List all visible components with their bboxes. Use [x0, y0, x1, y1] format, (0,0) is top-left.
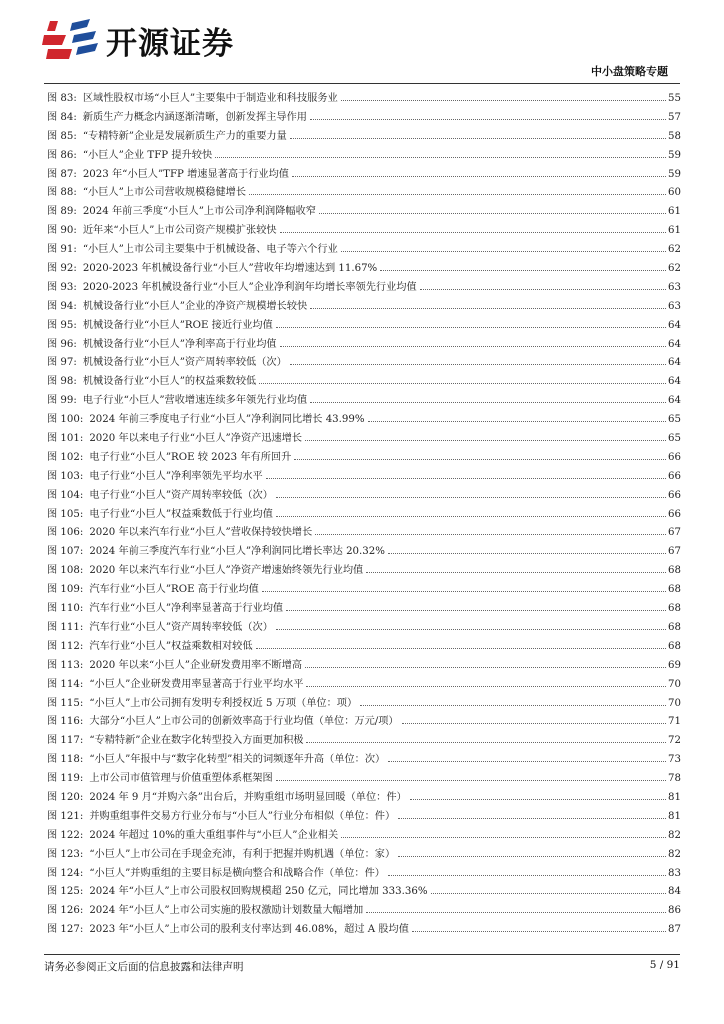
toc-figure-number: 图 108: [47, 565, 84, 577]
toc-entry[interactable] [47, 429, 681, 448]
toc-figure-title: 机械设备行业“小巨人”ROE 接近行业均值 [82, 319, 273, 331]
toc-entry[interactable] [47, 146, 681, 165]
toc-figure-number: 图 107: [47, 546, 84, 558]
toc-page-number: 62 [668, 244, 681, 256]
toc-entry[interactable] [47, 486, 681, 505]
toc-page-number: 68 [668, 584, 681, 596]
toc-entry[interactable] [47, 637, 681, 656]
toc-entry[interactable] [47, 183, 681, 202]
toc-figure-number: 图 116: [47, 716, 84, 728]
toc-figure-number: 图 86: [47, 149, 77, 161]
toc-figure-title: “专精特新”企业是发展新质生产力的重要力量 [82, 130, 287, 142]
report-series-title: 中小盘策略专题 [591, 65, 668, 78]
toc-entry[interactable] [47, 372, 681, 391]
figure-index-list [47, 89, 681, 939]
toc-figure-number: 图 120: [47, 791, 84, 803]
footer-disclaimer: 请务必参阅正文后面的信息披露和法律声明 [44, 961, 244, 973]
toc-figure-number: 图 87: [47, 168, 77, 180]
brand-logo [42, 16, 234, 64]
toc-entry[interactable] [47, 694, 681, 713]
toc-page-number: 67 [668, 527, 681, 539]
toc-figure-title: 2024 年超过 10%的重大重组事件与“小巨人”企业相关 [89, 829, 339, 841]
toc-figure-number: 图 112: [47, 640, 84, 652]
toc-figure-number: 图 90: [47, 225, 77, 237]
toc-leader-dots [402, 723, 666, 724]
toc-figure-number: 图 89: [47, 206, 77, 218]
toc-page-number: 59 [668, 168, 681, 180]
toc-figure-number: 图 110: [47, 603, 84, 615]
toc-figure-number: 图 96: [47, 338, 77, 350]
toc-entry[interactable] [47, 127, 681, 146]
toc-leader-dots [276, 497, 666, 498]
toc-leader-dots [388, 553, 666, 554]
toc-page-number: 70 [668, 678, 681, 690]
toc-figure-title: 2024 年“小巨人”上市公司股权回购规模超 250 亿元，同比增加 333.36% [89, 886, 428, 898]
toc-figure-title: 汽车行业“小巨人”净利率显著高于行业均值 [89, 603, 284, 615]
toc-figure-number: 图 114: [47, 678, 84, 690]
toc-leader-dots [341, 251, 666, 252]
toc-figure-number: 图 119: [47, 773, 84, 785]
toc-page-number: 65 [668, 414, 681, 426]
toc-entry[interactable] [47, 523, 681, 542]
toc-leader-dots [388, 761, 666, 762]
toc-entry[interactable] [47, 901, 681, 920]
toc-page-number: 68 [668, 621, 681, 633]
toc-entry[interactable] [47, 259, 681, 278]
toc-entry[interactable] [47, 580, 681, 599]
toc-figure-title: 机械设备行业“小巨人”的权益乘数较低 [82, 376, 257, 388]
toc-figure-title: 近年来“小巨人”上市公司资产规模扩张较快 [82, 225, 277, 237]
toc-page-number: 78 [668, 773, 681, 785]
toc-entry[interactable] [47, 712, 681, 731]
page-number: 5 / 91 [649, 959, 680, 971]
toc-figure-title: 2020 年以来汽车行业“小巨人”净资产增速始终领先行业均值 [89, 565, 364, 577]
toc-entry[interactable] [47, 221, 681, 240]
toc-entry[interactable] [47, 656, 681, 675]
toc-entry[interactable] [47, 410, 681, 429]
toc-page-number: 65 [668, 433, 681, 445]
toc-page-number: 60 [668, 187, 681, 199]
toc-entry[interactable] [47, 448, 681, 467]
toc-page-number: 72 [668, 735, 681, 747]
toc-entry[interactable] [47, 788, 681, 807]
toc-figure-title: 电子行业“小巨人”资产周转率较低（次） [89, 489, 273, 501]
toc-figure-title: 2020 年以来汽车行业“小巨人”营收保持较快增长 [89, 527, 313, 539]
toc-leader-dots [292, 176, 666, 177]
toc-entry[interactable] [47, 542, 681, 561]
toc-page-number: 81 [668, 810, 681, 822]
toc-page-number: 63 [668, 281, 681, 293]
toc-page-number: 82 [668, 829, 681, 841]
toc-page-number: 61 [668, 206, 681, 218]
toc-figure-title: 电子行业“小巨人”营收增速连续多年领先行业均值 [82, 395, 308, 407]
toc-leader-dots [215, 157, 666, 158]
toc-page-number: 55 [668, 93, 681, 104]
toc-figure-number: 图 84: [47, 111, 77, 123]
toc-page-number: 70 [668, 697, 681, 709]
toc-figure-number: 图 97: [47, 357, 77, 369]
toc-figure-title: 2024 年前三季度汽车行业“小巨人”净利润同比增长率达 20.32% [89, 546, 385, 558]
toc-figure-title: 上市公司市值管理与价值重塑体系框架图 [89, 773, 273, 785]
toc-figure-title: “小巨人”企业 TFP 提升较快 [82, 149, 213, 161]
toc-entry[interactable] [47, 335, 681, 354]
toc-entry[interactable] [47, 675, 681, 694]
toc-entry[interactable] [47, 731, 681, 750]
toc-figure-number: 图 124: [47, 867, 84, 879]
toc-figure-number: 图 94: [47, 300, 77, 312]
toc-page-number: 86 [668, 905, 681, 917]
toc-leader-dots [410, 799, 666, 800]
toc-figure-number: 图 83: [47, 93, 77, 104]
toc-figure-number: 图 122: [47, 829, 84, 841]
toc-figure-title: “专精特新”企业在数字化转型投入方面更加积极 [89, 735, 304, 747]
toc-page-number: 64 [668, 357, 681, 369]
toc-figure-title: “小巨人”企业研发费用率显著高于行业平均水平 [89, 678, 304, 690]
toc-figure-title: 2024 年“小巨人”上市公司实施的股权激励计划数量大幅增加 [89, 905, 364, 917]
toc-entry[interactable] [47, 297, 681, 316]
toc-leader-dots [366, 912, 666, 913]
toc-leader-dots [431, 893, 667, 894]
toc-entry[interactable] [47, 505, 681, 524]
toc-figure-number: 图 125: [47, 886, 84, 898]
toc-page-number: 66 [668, 470, 681, 482]
toc-figure-title: 新质生产力概念内涵逐渐清晰，创新发挥主导作用 [82, 111, 307, 123]
toc-page-number: 69 [668, 659, 681, 671]
toc-leader-dots [256, 648, 666, 649]
toc-page-number: 61 [668, 225, 681, 237]
toc-figure-number: 图 98: [47, 376, 77, 388]
toc-page-number: 66 [668, 489, 681, 501]
toc-figure-number: 图 102: [47, 451, 84, 463]
toc-leader-dots [276, 327, 666, 328]
toc-entry[interactable] [47, 316, 681, 335]
toc-leader-dots [341, 837, 666, 838]
toc-leader-dots [306, 742, 666, 743]
toc-figure-number: 图 88: [47, 187, 77, 199]
toc-figure-title: 电子行业“小巨人”ROE 较 2023 年有所回升 [89, 451, 292, 463]
toc-figure-title: “小巨人”上市公司主要集中于机械设备、电子等六个行业 [82, 244, 338, 256]
toc-leader-dots [306, 686, 666, 687]
toc-leader-dots [276, 629, 666, 630]
toc-page-number: 73 [668, 754, 681, 766]
toc-figure-title: 并购重组事件交易方行业分布与“小巨人”行业分布相似（单位：件） [89, 810, 396, 822]
toc-page-number: 66 [668, 451, 681, 463]
toc-figure-number: 图 127: [47, 924, 84, 936]
toc-figure-title: “小巨人”上市公司在手现金充沛，有利于把握并购机遇（单位：家） [89, 848, 396, 860]
toc-leader-dots [310, 402, 666, 403]
toc-entry[interactable] [47, 278, 681, 297]
toc-figure-title: 2020-2023 年机械设备行业“小巨人”企业净利润年均增长率领先行业均值 [82, 281, 417, 293]
toc-leader-dots [266, 478, 666, 479]
toc-page-number: 87 [668, 924, 681, 936]
toc-leader-dots [380, 270, 666, 271]
toc-figure-number: 图 85: [47, 130, 77, 142]
toc-figure-number: 图 95: [47, 319, 77, 331]
toc-entry[interactable] [47, 864, 681, 883]
toc-entry[interactable] [47, 108, 681, 127]
toc-figure-number: 图 123: [47, 848, 84, 860]
toc-page-number: 64 [668, 376, 681, 388]
toc-page-number: 81 [668, 791, 681, 803]
toc-entry[interactable] [47, 202, 681, 221]
toc-leader-dots [360, 705, 666, 706]
toc-page-number: 67 [668, 546, 681, 558]
toc-figure-number: 图 93: [47, 281, 77, 293]
toc-figure-number: 图 100: [47, 414, 84, 426]
toc-figure-title: 2020 年以来电子行业“小巨人”净资产迅速增长 [89, 433, 303, 445]
toc-page-number: 82 [668, 848, 681, 860]
toc-leader-dots [290, 364, 666, 365]
toc-entry[interactable] [47, 750, 681, 769]
toc-figure-number: 图 109: [47, 584, 84, 596]
toc-figure-title: 2020-2023 年机械设备行业“小巨人”营收年均增速达到 11.67% [82, 263, 378, 275]
toc-entry[interactable] [47, 240, 681, 259]
toc-figure-number: 图 121: [47, 810, 84, 822]
toc-leader-dots [412, 931, 666, 932]
toc-leader-dots [276, 516, 666, 517]
toc-page-number: 64 [668, 319, 681, 331]
toc-leader-dots [294, 459, 666, 460]
toc-entry[interactable] [47, 165, 681, 184]
toc-leader-dots [286, 610, 666, 611]
toc-figure-number: 图 111: [47, 621, 84, 633]
toc-figure-title: 2024 年 9 月“并购六条”出台后，并购重组市场明显回暖（单位：件） [89, 791, 407, 803]
toc-figure-title: “小巨人”年报中与“数字化转型”相关的词频逐年升高（单位：次） [89, 754, 386, 766]
toc-figure-number: 图 117: [47, 735, 84, 747]
toc-figure-number: 图 99: [47, 395, 77, 407]
toc-leader-dots [276, 780, 666, 781]
toc-leader-dots [262, 591, 666, 592]
footer-divider [44, 954, 680, 955]
toc-page-number: 71 [668, 716, 681, 728]
toc-entry[interactable] [47, 618, 681, 637]
toc-figure-title: 2020 年以来“小巨人”企业研发费用率不断增高 [89, 659, 303, 671]
toc-figure-number: 图 126: [47, 905, 84, 917]
toc-leader-dots [259, 383, 666, 384]
toc-figure-number: 图 101: [47, 433, 84, 445]
toc-leader-dots [305, 440, 666, 441]
toc-page-number: 64 [668, 395, 681, 407]
toc-entry[interactable] [47, 561, 681, 580]
toc-figure-title: 机械设备行业“小巨人”净利率高于行业均值 [82, 338, 277, 350]
brand-name: 开源证券 [106, 25, 234, 62]
toc-entry[interactable] [47, 391, 681, 410]
toc-figure-title: 机械设备行业“小巨人”资产周转率较低（次） [82, 357, 287, 369]
toc-leader-dots [310, 119, 666, 120]
toc-entry[interactable] [47, 353, 681, 372]
toc-page-number: 57 [668, 111, 681, 123]
toc-figure-title: 2023 年“小巨人”上市公司的股利支付率达到 46.08%，超过 A 股均值 [89, 924, 409, 936]
header-divider [44, 83, 680, 84]
toc-leader-dots [249, 194, 666, 195]
toc-figure-number: 图 105: [47, 508, 84, 520]
toc-entry[interactable] [47, 599, 681, 618]
toc-leader-dots [280, 232, 666, 233]
toc-leader-dots [388, 875, 666, 876]
toc-figure-number: 图 113: [47, 659, 84, 671]
toc-leader-dots [290, 138, 666, 139]
toc-page-number: 58 [668, 130, 681, 142]
toc-page-number: 64 [668, 338, 681, 350]
toc-figure-number: 图 106: [47, 527, 84, 539]
toc-figure-title: 2023 年“小巨人”TFP 增速显著高于行业均值 [82, 168, 289, 180]
toc-page-number: 83 [668, 867, 681, 879]
toc-entry[interactable] [47, 882, 681, 901]
toc-entry[interactable] [47, 826, 681, 845]
toc-page-number: 59 [668, 149, 681, 161]
toc-figure-title: 电子行业“小巨人”净利率领先平均水平 [89, 470, 263, 482]
toc-figure-number: 图 104: [47, 489, 84, 501]
toc-figure-title: “小巨人”上市公司拥有发明专利授权近 5 万项（单位：项） [89, 697, 358, 709]
toc-figure-title: 2024 年前三季度“小巨人”上市公司净利润降幅收窄 [82, 206, 316, 218]
toc-page-number: 84 [668, 886, 681, 898]
toc-entry[interactable] [47, 769, 681, 788]
toc-leader-dots [319, 213, 666, 214]
toc-figure-title: “小巨人”上市公司营收规模稳健增长 [82, 187, 247, 199]
toc-leader-dots [315, 534, 666, 535]
toc-leader-dots [305, 667, 666, 668]
toc-leader-dots [310, 308, 666, 309]
toc-figure-title: 大部分“小巨人”上市公司的创新效率高于行业均值（单位：万元/项） [89, 716, 399, 728]
toc-leader-dots [398, 856, 666, 857]
toc-figure-title: 区域性股权市场“小巨人”主要集中于制造业和科技服务业 [82, 93, 338, 104]
toc-figure-title: 汽车行业“小巨人”权益乘数相对较低 [89, 640, 253, 652]
toc-leader-dots [398, 818, 666, 819]
toc-entry[interactable] [47, 845, 681, 864]
toc-page-number: 62 [668, 263, 681, 275]
toc-page-number: 68 [668, 565, 681, 577]
toc-figure-number: 图 115: [47, 697, 84, 709]
toc-leader-dots [280, 346, 666, 347]
toc-figure-title: 2024 年前三季度电子行业“小巨人”净利润同比增长 43.99% [89, 414, 365, 426]
toc-page-number: 68 [668, 603, 681, 615]
toc-entry[interactable] [47, 920, 681, 939]
toc-entry[interactable] [47, 807, 681, 826]
toc-figure-title: 汽车行业“小巨人”资产周转率较低（次） [89, 621, 273, 633]
toc-entry[interactable] [47, 89, 681, 108]
toc-page-number: 68 [668, 640, 681, 652]
brand-logo-icon [42, 17, 100, 63]
toc-figure-number: 图 118: [47, 754, 84, 766]
toc-entry[interactable] [47, 467, 681, 486]
toc-leader-dots [420, 289, 666, 290]
toc-figure-title: 电子行业“小巨人”权益乘数低于行业均值 [89, 508, 273, 520]
toc-figure-title: “小巨人”并购重组的主要目标是横向整合和战略合作（单位：件） [89, 867, 385, 879]
toc-figure-number: 图 91: [47, 244, 77, 256]
toc-leader-dots [366, 572, 666, 573]
toc-page-number: 66 [668, 508, 681, 520]
toc-leader-dots [341, 100, 666, 101]
toc-figure-title: 汽车行业“小巨人”ROE 高于行业均值 [89, 584, 259, 596]
toc-figure-number: 图 103: [47, 470, 84, 482]
toc-figure-title: 机械设备行业“小巨人”企业的净资产规模增长较快 [82, 300, 308, 312]
toc-figure-number: 图 92: [47, 263, 77, 275]
toc-page-number: 63 [668, 300, 681, 312]
toc-leader-dots [368, 421, 666, 422]
